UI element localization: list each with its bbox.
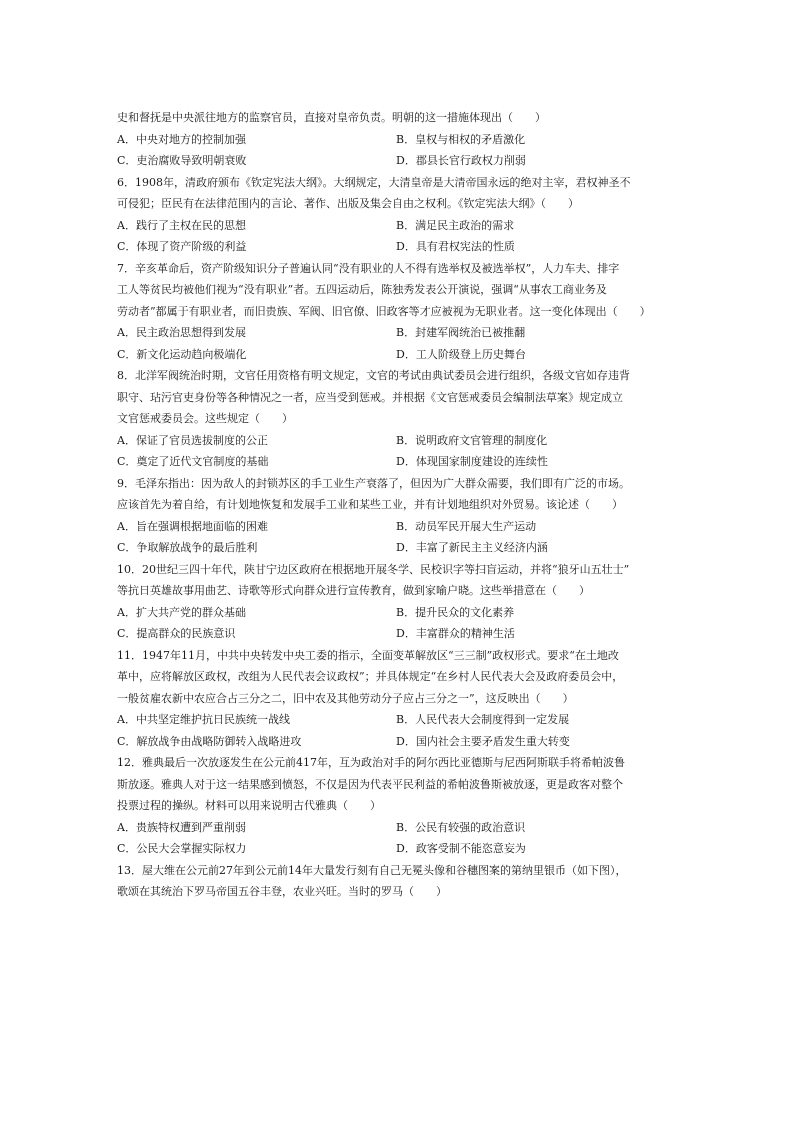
question-stem-line: 7．辛亥革命后，资产阶级知识分子普遍认同“没有职业的人不得有选举权及被选举权”，人力车夫、排字 <box>117 261 620 275</box>
question-stem-line: 等抗日英雄故事用曲艺、诗歌等形式向群众进行宣传教育，做到家喻户晓。这些举措意在（ ） <box>117 584 590 597</box>
answer-option[interactable]: D．郡县长官行政权力削弱 <box>396 154 526 167</box>
question-block <box>117 645 682 753</box>
question-stem-line: 史和督抚是中央派往地方的监察官员，直接对皇帝负责。明朝的这一措施体现出（ ） <box>117 111 546 124</box>
answer-option[interactable]: D．体现国家制度建设的连续性 <box>396 455 548 468</box>
question-stem-line: 13．屋大维在公元前27年到公元前14年大量发行刻有自己无冕头像和谷穗图案的第纳里银币（如下图）， <box>117 863 627 877</box>
answer-option[interactable]: C．新文化运动趋向极端化 <box>117 347 247 361</box>
answer-option[interactable]: D．工人阶级登上历史舞台 <box>396 347 526 361</box>
options-row <box>117 322 682 344</box>
question-block <box>117 172 682 258</box>
question-stem-line: 12．雅典最后一次放逐发生在公元前417年，互为政治对手的阿尔西比亚德斯与尼西阿斯联手将希帕波鲁 <box>117 756 625 769</box>
answer-option[interactable]: C．争取解放战争的最后胜利 <box>117 541 258 554</box>
answer-option[interactable]: A．旨在强调根据地面临的困难 <box>117 519 268 533</box>
options-row <box>117 817 682 839</box>
options-row <box>117 516 682 538</box>
answer-option[interactable]: B．动员军民开展大生产运动 <box>396 519 537 533</box>
answer-option[interactable]: A．保证了官员选拔制度的公正 <box>117 433 268 447</box>
question-stem-line: 工人等贫民均被他们视为“没有职业”者。五四运动后，陈独秀发表公开演说，强调“从事农工商业务及 <box>117 283 607 296</box>
question-block <box>117 107 682 172</box>
options-row <box>117 838 682 860</box>
answer-option[interactable]: A．中央对地方的控制加强 <box>117 132 246 146</box>
question-block <box>117 473 682 559</box>
options-row <box>117 150 682 172</box>
answer-option[interactable]: D．国内社会主要矛盾发生重大转变 <box>396 734 570 748</box>
question-stem-line: 9．毛泽东指出：因为敌人的封锁苏区的手工业生产衰落了，但因为广大群众需要，我们即有广泛的市场。 <box>117 476 630 490</box>
answer-option[interactable]: B．说明政府文官管理的制度化 <box>396 433 548 447</box>
options-row <box>117 430 682 452</box>
question-stem-line: 投票过程的操纵。材料可以用来说明古代雅典（ ） <box>117 799 381 812</box>
options-row <box>117 451 682 473</box>
question-stem-line: 6．1908年，清政府颁布《钦定宪法大纲》。大纲规定，大清皇帝是大清帝国永远的绝对主宰，君权神圣不 <box>117 175 631 189</box>
question-stem-line: 斯放逐。雅典人对于这一结果感到愤怒，不仅是因为代表平民利益的希帕波鲁斯被放逐，更是政客对整个 <box>117 777 623 791</box>
options-row <box>117 623 682 645</box>
options-row <box>117 129 682 151</box>
question-stem-line: 8．北洋军阀统治时期，文官任用资格有明文规定，文官的考试由典试委员会进行组织，各级文官如存违背 <box>117 369 630 382</box>
question-stem-line: 一般贫雇农新中农应合占三分之二，旧中农及其他劳动分子应占三分之一”，这反映出（ ） <box>117 691 574 705</box>
answer-option[interactable]: C．公民大会掌握实际权力 <box>117 842 247 855</box>
question-stem-line: 11．1947年11月，中共中央转发中央工委的指示，全面变革解放区“三三制”政权形式。要求“在土地改 <box>117 648 619 662</box>
options-row <box>117 709 682 731</box>
answer-option[interactable]: A．扩大共产党的群众基础 <box>117 605 246 619</box>
question-stem-line: 可侵犯；臣民有在法律范围内的言论、著作、出版及集会自由之权利。《钦定宪法大纲》（ ） <box>117 197 579 210</box>
question-block <box>117 752 682 860</box>
options-row <box>117 731 682 753</box>
answer-option[interactable]: A．中共坚定维护抗日民族统一战线 <box>117 713 290 726</box>
question-block <box>117 559 682 645</box>
answer-option[interactable]: C．解放战争由战略防御转入战略进攻 <box>117 734 302 748</box>
exam-page <box>117 107 682 903</box>
question-stem-line: 革中，应将解放区政权，改组为人民代表会议政权”；并具体规定“在乡村人民代表大会及政府委员会中， <box>117 670 624 683</box>
options-row <box>117 236 682 258</box>
answer-option[interactable]: B．公民有较强的政治意识 <box>396 820 526 834</box>
question-block <box>117 258 682 366</box>
answer-option[interactable]: C．体现了资产阶级的利益 <box>117 240 247 253</box>
answer-option[interactable]: D．具有君权宪法的性质 <box>396 240 515 253</box>
answer-option[interactable]: B．皇权与相权的矛盾激化 <box>396 132 526 146</box>
answer-option[interactable]: D．丰富了新民主主义经济内涵 <box>396 541 548 554</box>
options-row <box>117 602 682 624</box>
answer-option[interactable]: C．提高群众的民族意识 <box>117 627 236 640</box>
question-stem-line: 劳动者”都属于有职业者，而旧贵族、军阀、旧官僚、旧政客等才应被视为无职业者。这一变化体现出（ ） <box>117 304 651 318</box>
answer-option[interactable]: B．封建军阀统治已被推翻 <box>396 326 526 339</box>
question-stem-line: 文官惩戒委员会。这些规定（ ） <box>117 412 293 425</box>
options-row <box>117 215 682 237</box>
question-stem-line: 职守、玷污官吏身份等各种情况之一者，应当受到惩戒。并根据《文官惩戒委员会编制法草案》规定成立 <box>117 390 623 404</box>
answer-option[interactable]: A．践行了主权在民的思想 <box>117 218 246 232</box>
answer-option[interactable]: B．人民代表大会制度得到一定发展 <box>396 713 570 726</box>
answer-option[interactable]: D．丰富群众的精神生活 <box>396 627 515 640</box>
question-stem-line: 歌颂在其统治下罗马帝国五谷丰登，农业兴旺。当时的罗马（ ） <box>117 885 447 898</box>
answer-option[interactable]: C．奠定了近代文官制度的基础 <box>117 455 269 468</box>
question-block <box>117 860 682 903</box>
answer-option[interactable]: A．民主政治思想得到发展 <box>117 326 246 339</box>
answer-option[interactable]: C．吏治腐败导致明朝衰败 <box>117 154 247 167</box>
question-stem-line: 应该首先为着自给，有计划地恢复和发展手工业和某些工业，并有计划地组织对外贸易。该论述（ ） <box>117 498 623 511</box>
answer-option[interactable]: B．提升民众的文化素养 <box>396 605 515 619</box>
answer-option[interactable]: B．满足民主政治的需求 <box>396 218 515 232</box>
options-row <box>117 344 682 366</box>
answer-option[interactable]: D．政客受制不能恣意妄为 <box>396 842 526 855</box>
question-block <box>117 365 682 473</box>
answer-option[interactable]: A．贵族特权遭到严重削弱 <box>117 820 246 834</box>
options-row <box>117 537 682 559</box>
question-stem-line: 10．20世纪三四十年代，陕甘宁边区政府在根据地开展冬学、民校识字等扫盲运动，并将“狼牙山五壮士” <box>117 562 630 576</box>
